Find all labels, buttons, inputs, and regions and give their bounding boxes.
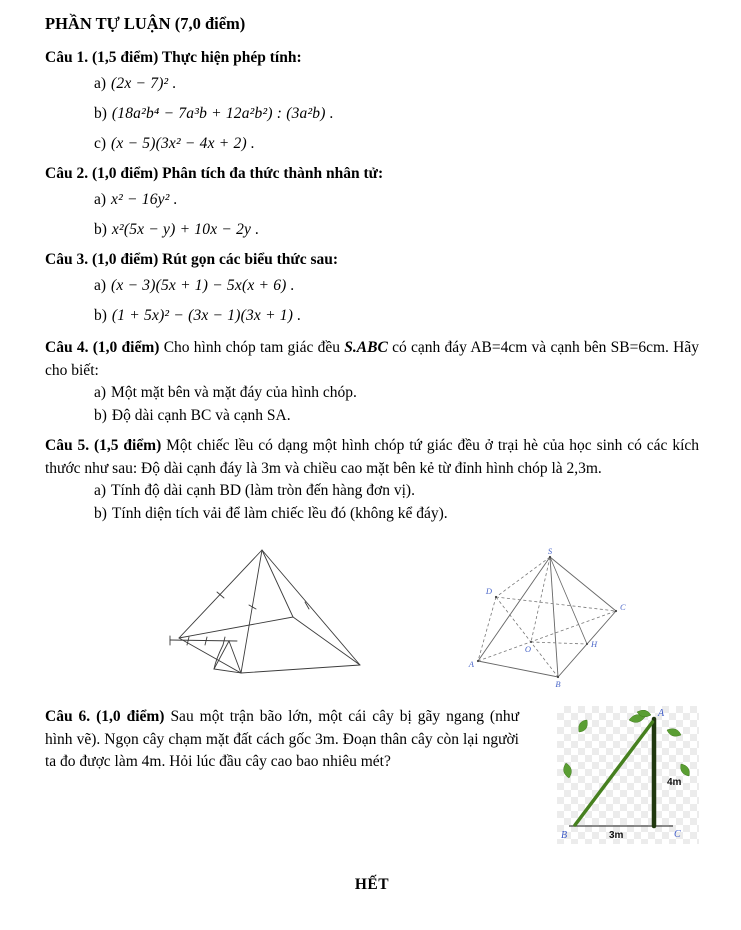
math-expression: (x − 3)(5x + 1) − 5x(x + 6) .	[111, 277, 295, 294]
q5-heading: Câu 5. (1,5 điểm)	[45, 437, 162, 454]
pyramid-label-a: A	[468, 659, 474, 669]
q3-item-a	[45, 273, 699, 299]
q4-item-b	[45, 405, 699, 428]
tree-label-c: C	[674, 829, 681, 840]
question-1	[45, 49, 699, 157]
q4-heading: Câu 4. (1,0 điểm)	[45, 339, 160, 356]
math-expression: (18a²b⁴ − 7a³b + 12a²b²) : (3a²b) .	[111, 105, 334, 122]
q4-sabc: S.ABC	[344, 339, 388, 356]
q5-item-a	[45, 480, 699, 503]
tree-height-label: 4m	[667, 777, 682, 788]
q1-item-c	[45, 131, 699, 157]
item-text: Tính diện tích vải để làm chiếc lều đó (không kể đáy).	[111, 504, 448, 522]
tree-label-a: A	[658, 708, 665, 719]
tree-broken-part-line	[575, 722, 653, 825]
pyramid-label-o: O	[524, 644, 532, 654]
q5-text: Một chiếc lều có dạng một hình chóp tứ giác đều ở trại hè của học sinh có các kích thước như sau: Độ dài cạnh đáy là 3m và chiều cao mặt bên kẻ từ đỉnh hình chóp là 2,3m.	[45, 437, 700, 477]
q4-paragraph	[45, 337, 699, 382]
math-expression: x² − 16y² .	[111, 191, 178, 208]
item-text: Tính độ dài cạnh BD (làm tròn đến hàng đơn vị).	[111, 482, 415, 499]
item-text: Độ dài cạnh BC và cạnh SA.	[111, 406, 291, 424]
q6-heading: Câu 6. (1,0 điểm)	[45, 708, 165, 725]
math-expression: x²(5x − y) + 10x − 2y .	[111, 221, 260, 238]
item-label: a)	[94, 277, 107, 294]
tree-label-b: B	[561, 830, 568, 841]
pyramid-vertex-dots	[477, 556, 617, 678]
pyramid-solid-edges	[478, 557, 616, 677]
footer-het: HẾT	[354, 876, 390, 893]
question-5	[45, 435, 699, 525]
item-label: b)	[94, 406, 107, 424]
q4-text-2: có cạnh đáy AB=4cm và cạnh bên SB=6cm. Hãy cho biết:	[45, 339, 699, 379]
q1-item-a	[45, 71, 699, 97]
pyramid-hidden-edges	[478, 557, 616, 677]
q4-text-1: Cho hình chóp tam giác đều	[159, 339, 345, 356]
question-2	[45, 165, 699, 243]
tree-base-label: 3m	[609, 830, 624, 841]
pyramid-label-apex: S	[547, 547, 553, 556]
item-label: b)	[94, 307, 107, 324]
q3-heading: Câu 3. (1,0 điểm) Rút gọn các biểu thức sau:	[45, 251, 339, 268]
q3-item-b	[45, 303, 699, 329]
q4-item-a	[45, 382, 699, 405]
q1-item-b	[45, 101, 699, 127]
item-label: b)	[94, 105, 107, 122]
item-label: a)	[94, 75, 107, 92]
item-label: a)	[94, 384, 107, 401]
page-title: PHẦN TỰ LUẬN (7,0 điểm)	[45, 14, 246, 33]
math-expression: (2x − 7)² .	[111, 75, 177, 92]
tree-leaves	[564, 710, 690, 778]
question-3	[45, 251, 699, 329]
tent-sketch-lines	[170, 550, 360, 673]
tent-sketch-figure	[167, 545, 372, 685]
q6-text: Sau một trận bão lớn, một cái cây bị gãy ngang (như hình vẽ). Ngọn cây chạm mặt đất cách gốc 3m. Đoạn thân cây còn lại người ta đo được làm 4m. Hỏi lúc đầu cây cao bao nhiêu mét?	[45, 708, 519, 770]
math-expression: (1 + 5x)² − (3x − 1)(3x + 1) .	[111, 307, 302, 324]
item-label: b)	[94, 221, 107, 238]
q5-paragraph	[45, 435, 699, 480]
q1-heading: Câu 1. (1,5 điểm) Thực hiện phép tính:	[45, 49, 302, 66]
question-6	[45, 706, 699, 848]
pyramid-label-d: D	[485, 586, 492, 596]
question-4	[45, 337, 699, 427]
pyramid-label-b: B	[555, 679, 561, 689]
q2-item-a	[45, 187, 699, 213]
item-label: a)	[94, 191, 107, 208]
broken-tree-svg	[557, 706, 699, 844]
pyramid-label-h: H	[591, 639, 598, 649]
q5-item-b	[45, 503, 699, 526]
math-expression: (x − 5)(3x² − 4x + 2) .	[111, 135, 255, 152]
item-label: a)	[94, 482, 107, 499]
q2-heading: Câu 2. (1,0 điểm) Phân tích đa thức thành nhân tử:	[45, 165, 384, 182]
q2-item-b	[45, 217, 699, 243]
item-text: Một mặt bên và mặt đáy của hình chóp.	[111, 384, 357, 401]
pyramid-label-c: C	[620, 602, 626, 612]
item-label: b)	[94, 504, 107, 522]
figures-row	[45, 545, 699, 692]
exam-document	[45, 14, 699, 894]
item-label: c)	[94, 135, 107, 152]
pyramid-figure	[464, 547, 632, 692]
broken-tree-figure	[557, 706, 699, 844]
